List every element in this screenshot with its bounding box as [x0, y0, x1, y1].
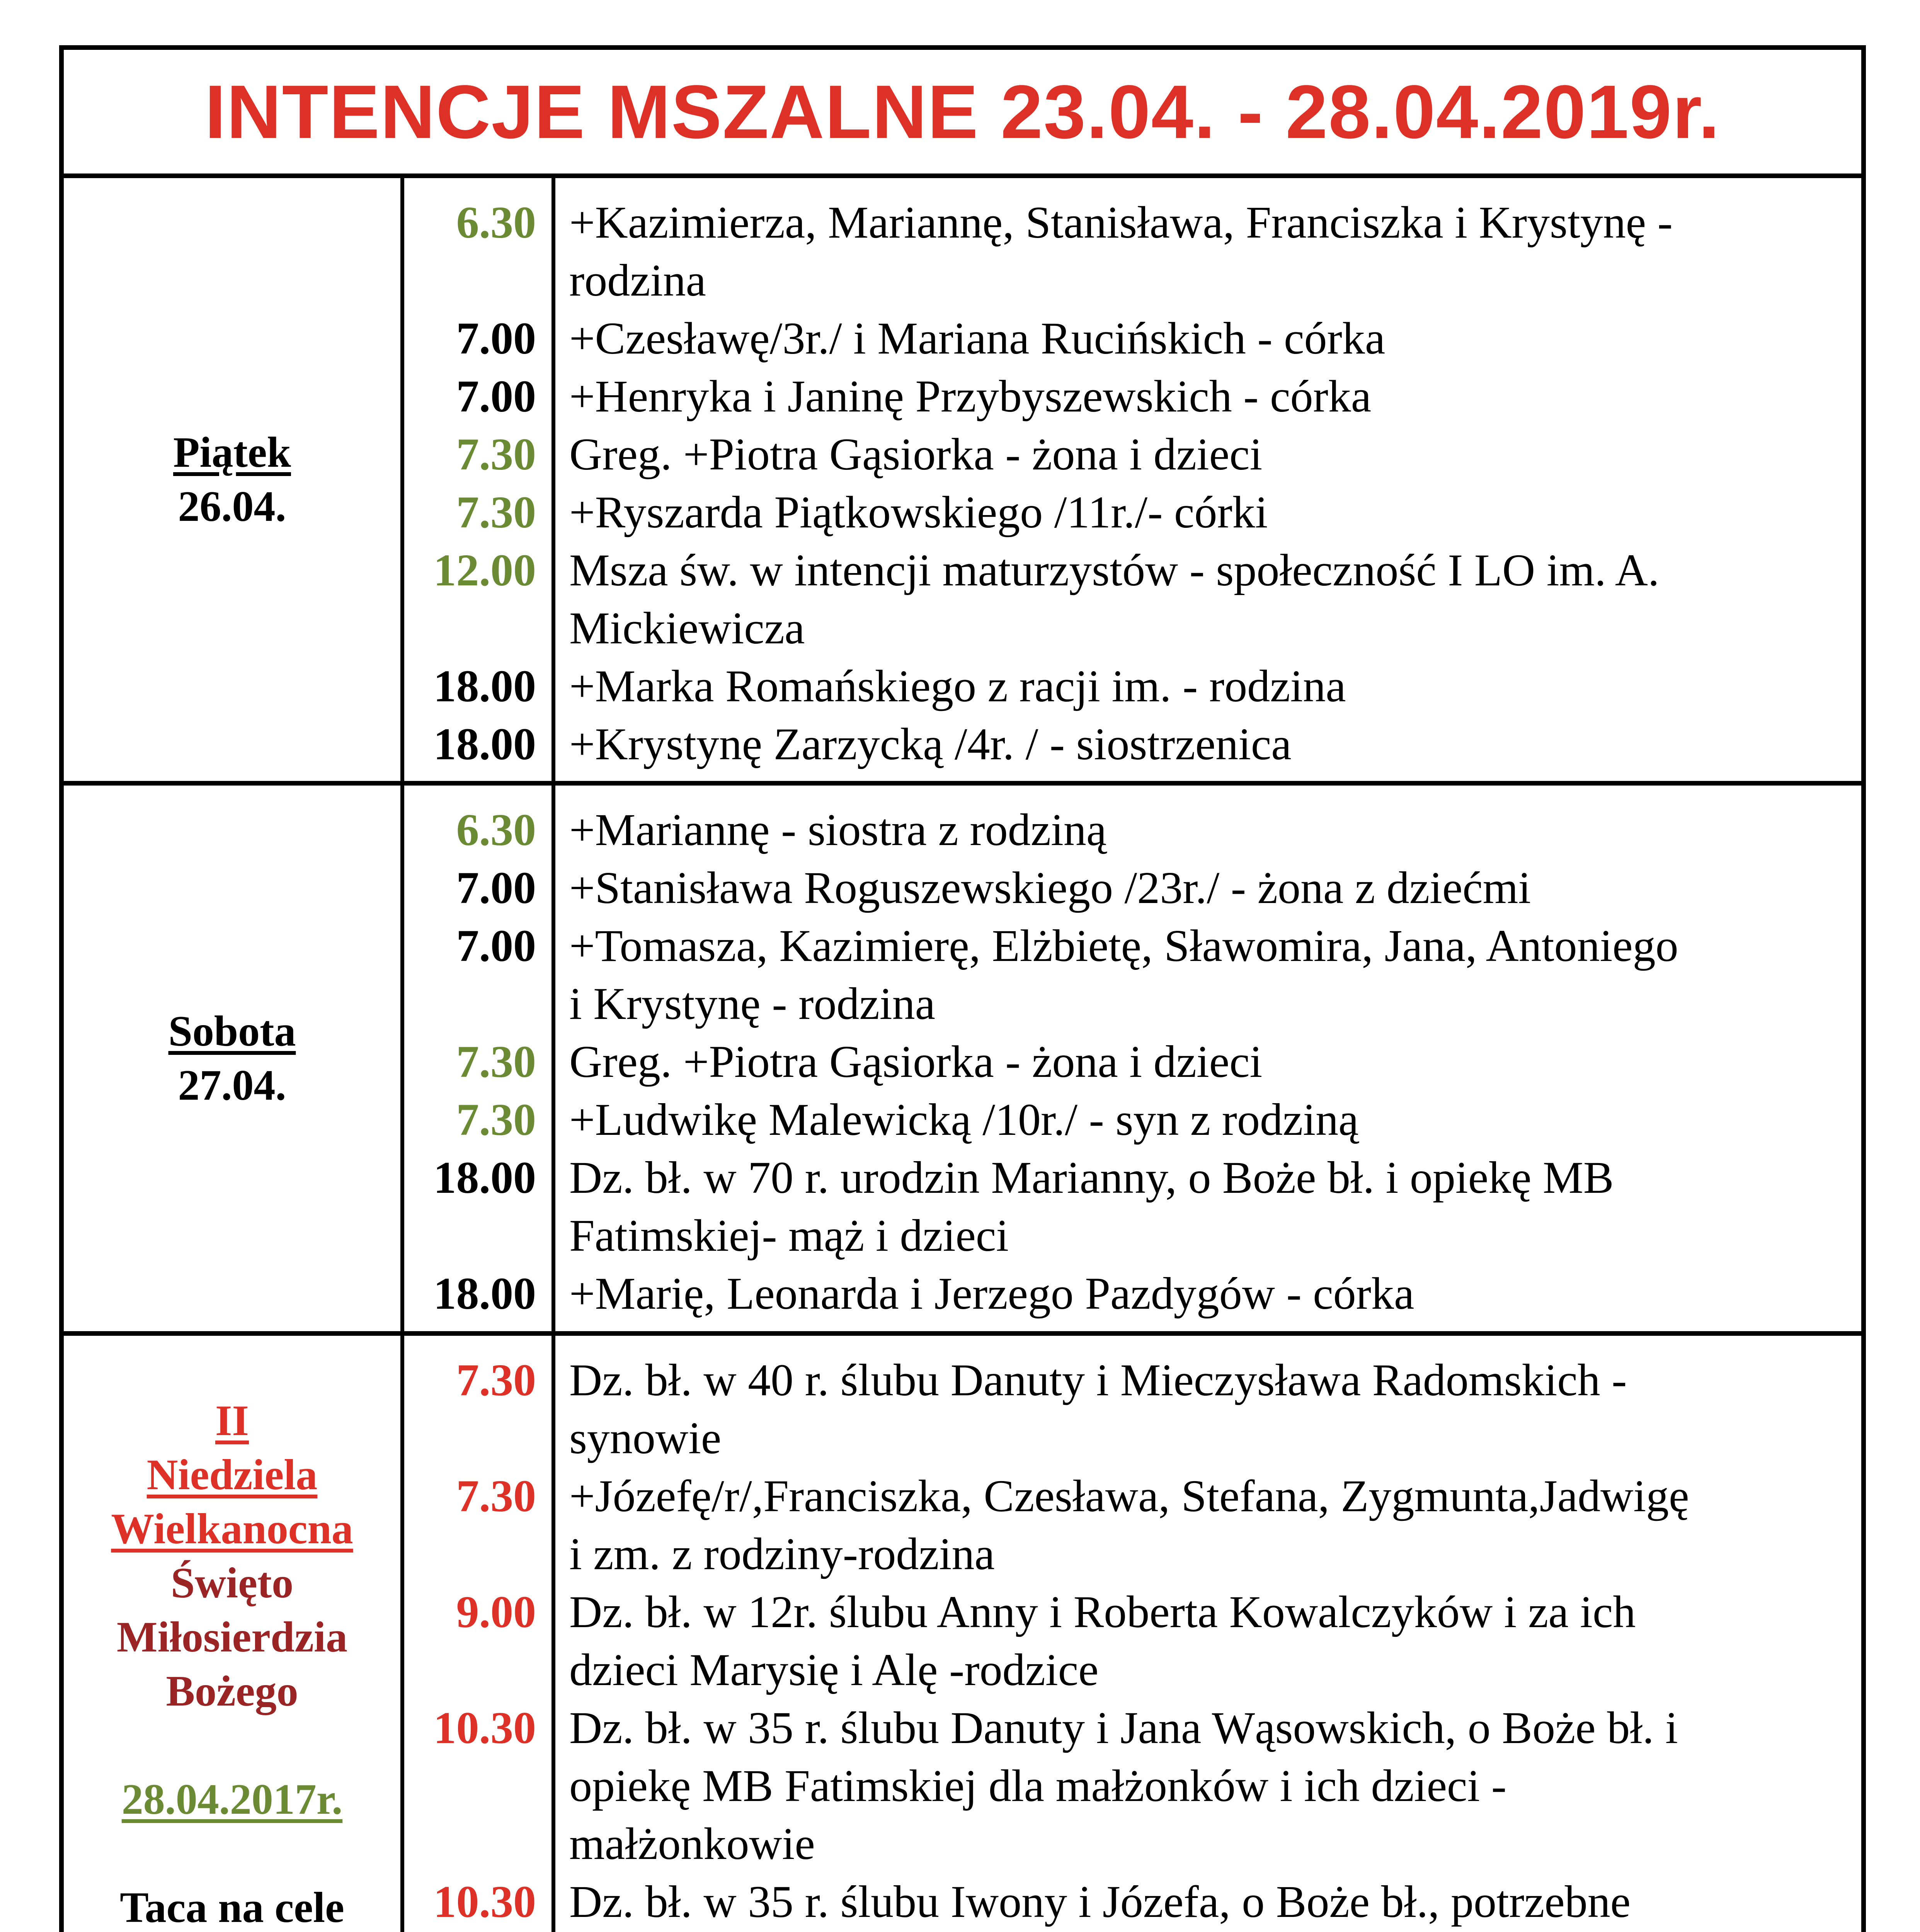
mass-time: 18.00 — [433, 661, 536, 711]
intention-text: Fatimskiej- mąż i dzieci — [569, 1210, 1009, 1261]
section-sobota — [64, 786, 1861, 1336]
feast-name-line: Miłosierdzia — [116, 1613, 348, 1661]
intention-text: +Mariannę - siostra z rodziną — [569, 804, 1107, 855]
intention-text: +Marka Romańskiego z racji im. - rodzina — [569, 661, 1346, 711]
times-column — [404, 1336, 555, 1932]
mass-time: 6.30 — [456, 197, 536, 248]
mass-time: 7.30 — [456, 1355, 536, 1405]
intention-text: rodzina — [569, 255, 706, 306]
mass-time: 18.00 — [433, 719, 536, 769]
day-heading-line: II — [215, 1397, 249, 1445]
intention-text: +Krystynę Zarzycką /4r. / - siostrzenica — [569, 719, 1292, 769]
mass-time: 6.30 — [456, 804, 536, 855]
intention-text: +Marię, Leonarda i Jerzego Pazdygów - córka — [569, 1268, 1414, 1319]
intentions-column — [555, 786, 1861, 1331]
mass-time-spacer — [404, 1757, 536, 1815]
intention-text: Greg. +Piotra Gąsiorka - żona i dzieci — [569, 429, 1263, 480]
mass-time: 18.00 — [433, 1152, 536, 1203]
feast-name-line: Bożego — [166, 1667, 298, 1715]
mass-time: 7.30 — [456, 487, 536, 537]
mass-time-spacer — [404, 975, 536, 1033]
mass-time-spacer — [404, 1409, 536, 1467]
page-title: INTENCJE MSZALNE 23.04. - 28.04.2019r. — [204, 69, 1721, 154]
mass-time: 7.00 — [456, 371, 536, 422]
mass-time: 7.00 — [456, 920, 536, 971]
mass-time: 7.00 — [456, 313, 536, 364]
feast-name-line: Święto — [170, 1559, 294, 1607]
collection-note-line: Taca na cele — [120, 1884, 344, 1932]
mass-time-spacer — [404, 1207, 536, 1265]
mass-time: 18.00 — [433, 1268, 536, 1319]
intention-text: Dz. bł. w 35 r. ślubu Danuty i Jana Wąsowskich, o Boże bł. i — [569, 1702, 1678, 1753]
day-date: 26.04. — [178, 483, 286, 531]
day-date: 28.04.2017r. — [121, 1776, 343, 1823]
intention-text: +Czesławę/3r./ i Mariana Rucińskich - córka — [569, 313, 1386, 364]
day-date: 27.04. — [178, 1061, 286, 1109]
intention-text: +Henryka i Janinę Przybyszewskich - córka — [569, 371, 1372, 422]
intention-text: małżonkowie — [569, 1818, 815, 1869]
intention-text: dzieci Marysię i Alę -rodzice — [569, 1645, 1099, 1695]
title-row — [64, 50, 1861, 178]
day-heading-line: Niedziela — [146, 1451, 318, 1499]
intentions-column — [555, 1336, 1861, 1932]
mass-time: 7.30 — [456, 1471, 536, 1521]
times-column — [404, 786, 555, 1331]
intention-text: Greg. +Piotra Gąsiorka - żona i dzieci — [569, 1036, 1263, 1087]
day-cell-sobota — [64, 786, 404, 1331]
intention-text: +Ludwikę Malewicką /10r./ - syn z rodziną — [569, 1094, 1359, 1145]
intention-text: Dz. bł. w 70 r. urodzin Marianny, o Boże bł. i opiekę MB — [569, 1152, 1614, 1203]
mass-time: 9.00 — [456, 1587, 536, 1637]
day-cell-piatek — [64, 178, 404, 781]
mass-time-spacer — [404, 599, 536, 657]
mass-time: 10.30 — [433, 1702, 536, 1753]
day-name: Piątek — [173, 429, 291, 476]
mass-time: 10.30 — [433, 1876, 536, 1927]
intentions-column — [555, 178, 1861, 781]
mass-time: 12.00 — [433, 545, 536, 595]
intentions-table — [59, 45, 1866, 1932]
section-niedziela — [64, 1336, 1861, 1932]
day-cell-niedziela — [64, 1336, 404, 1932]
intention-text: Mickiewicza — [569, 603, 805, 653]
mass-time-spacer — [404, 252, 536, 310]
intention-text: +Stanisława Roguszewskiego /23r./ - żona z dziećmi — [569, 862, 1531, 913]
section-piatek — [64, 178, 1861, 786]
intention-text: +Kazimierza, Mariannę, Stanisława, Franciszka i Krystynę - — [569, 197, 1673, 248]
mass-time: 7.00 — [456, 862, 536, 913]
intention-text: i Krystynę - rodzina — [569, 978, 935, 1029]
intention-text: Dz. bł. w 40 r. ślubu Danuty i Mieczysława Radomskich - — [569, 1355, 1627, 1405]
intention-text: Msza św. w intencji maturzystów - społeczność I LO im. A. — [569, 545, 1660, 595]
intention-text: +Ryszarda Piątkowskiego /11r./- córki — [569, 487, 1268, 537]
mass-time-spacer — [404, 1525, 536, 1583]
mass-time: 7.30 — [456, 1094, 536, 1145]
times-column — [404, 178, 555, 781]
intention-text: Dz. bł. w 12r. ślubu Anny i Roberta Kowalczyków i za ich — [569, 1587, 1636, 1637]
mass-time-spacer — [404, 1641, 536, 1699]
mass-time: 7.30 — [456, 1036, 536, 1087]
intention-text: Dz. bł. w 35 r. ślubu Iwony i Józefa, o Boże bł., potrzebne — [569, 1876, 1631, 1927]
mass-time: 7.30 — [456, 429, 536, 480]
intention-text: synowie — [569, 1413, 722, 1463]
intention-text: +Tomasza, Kazimierę, Elżbietę, Sławomira, Jana, Antoniego — [569, 920, 1678, 971]
intention-text: +Józefę/r/,Franciszka, Czesława, Stefana, Zygmunta,Jadwigę — [569, 1471, 1689, 1521]
day-name: Sobota — [168, 1007, 296, 1055]
intention-text: i zm. z rodziny-rodzina — [569, 1529, 995, 1579]
mass-time-spacer — [404, 1815, 536, 1873]
intention-text: opiekę MB Fatimskiej dla małżonków i ich dzieci - — [569, 1760, 1506, 1811]
day-heading-line: Wielkanocna — [111, 1505, 353, 1553]
